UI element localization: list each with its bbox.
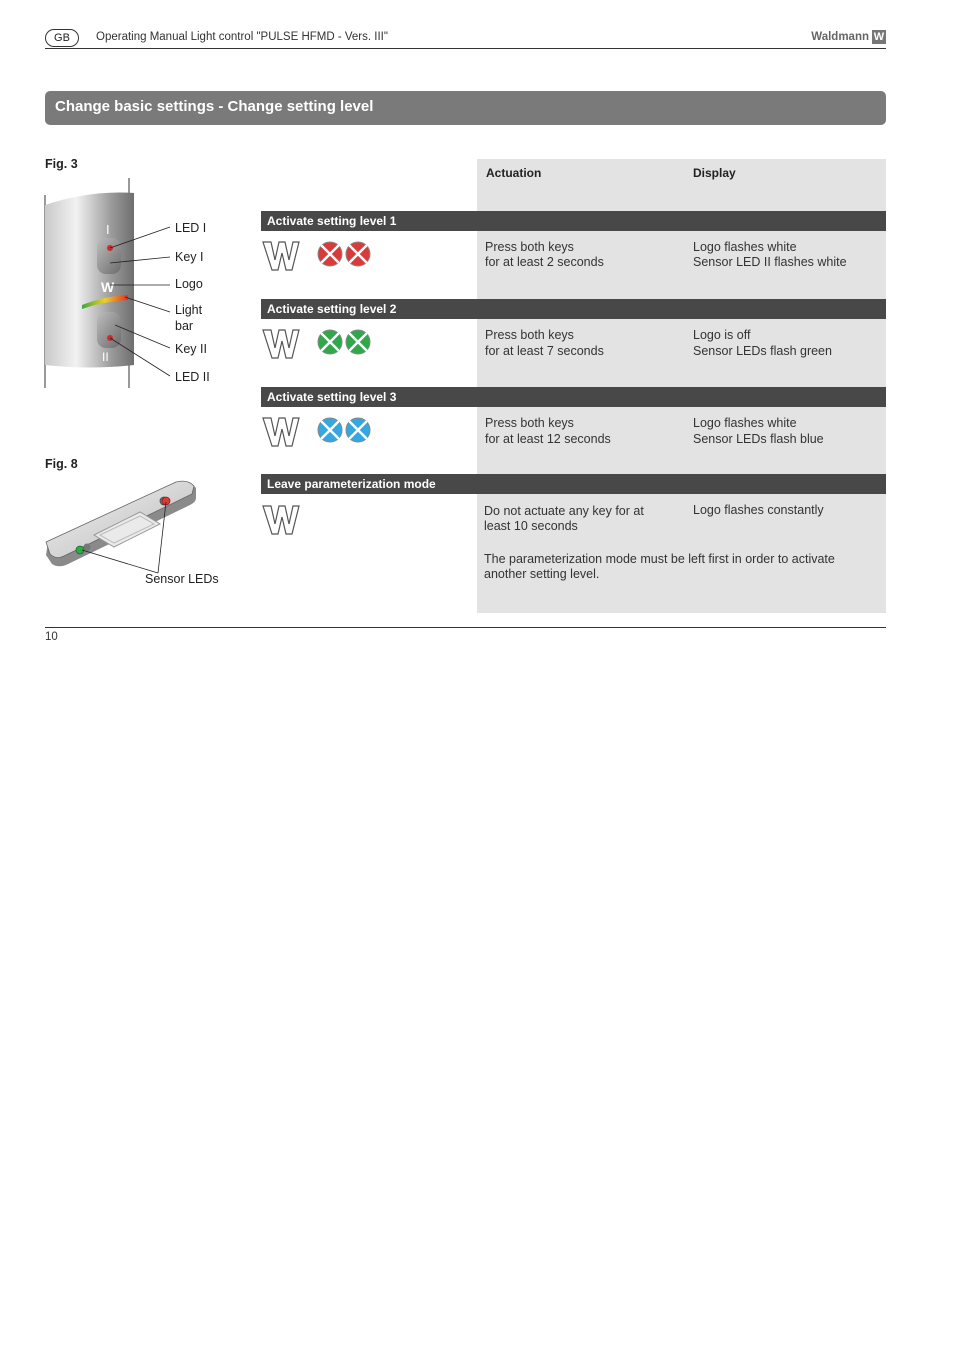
callout-sensor-leds: Sensor LEDs	[145, 572, 219, 586]
actuation-line-2: for at least 7 seconds	[485, 344, 604, 358]
actuation-line-1: Press both keys	[485, 328, 574, 342]
row-title: Activate setting level 3	[267, 390, 397, 404]
actuation-line-1: Press both keys	[485, 416, 574, 430]
note-line-2: another setting level.	[484, 567, 600, 581]
actuation-line-2: least 10 seconds	[484, 519, 578, 533]
column-header-display: Display	[693, 166, 736, 180]
display-line-2: Sensor LEDs flash blue	[693, 432, 824, 446]
header-rule	[45, 48, 886, 49]
footer-rule	[45, 627, 886, 628]
row-title: Activate setting level 2	[267, 302, 397, 316]
callout-light-bar-2: bar	[175, 319, 194, 333]
w-logo-icon	[261, 504, 301, 536]
section-title-bar	[45, 91, 886, 125]
led-right	[346, 418, 370, 442]
fig8-sensor-illustration	[40, 480, 220, 580]
brand	[811, 30, 886, 44]
callout-led-2: LED II	[175, 370, 210, 384]
actuation-line-2: for at least 2 seconds	[485, 255, 604, 269]
actuation-line-2: for at least 12 seconds	[485, 432, 611, 446]
callout-led-1: LED I	[175, 221, 207, 235]
brand-logo-icon: W	[873, 31, 885, 43]
note-line-1: The parameterization mode must be left first in order to activate	[484, 552, 835, 566]
key-1-shape	[97, 238, 121, 274]
column-header-actuation: Actuation	[486, 166, 542, 180]
actuation-line-1: Press both keys	[485, 240, 574, 254]
row-title: Leave parameterization mode	[267, 477, 436, 491]
row-title-bar	[261, 387, 886, 407]
display-line-1: Logo flashes white	[693, 416, 797, 430]
section-title: Change basic settings - Change setting level	[55, 98, 374, 115]
led-right	[346, 242, 370, 266]
row-title-bar	[261, 474, 886, 494]
row-title-bar	[261, 211, 886, 231]
led-pair-icon	[316, 328, 374, 356]
key-1-mark: I	[106, 222, 110, 237]
display-line-1: Logo flashes constantly	[693, 503, 824, 517]
brand-name: Waldmann	[811, 31, 869, 43]
row-title-bar	[261, 299, 886, 319]
actuation-line-1: Do not actuate any key for at	[484, 504, 644, 518]
language-badge: GB	[45, 29, 79, 47]
display-line-1: Logo is off	[693, 328, 751, 342]
led-left	[318, 242, 342, 266]
led-pair-icon	[316, 416, 374, 444]
row-title: Activate setting level 1	[267, 214, 397, 228]
w-logo-icon	[261, 240, 301, 272]
led-left	[318, 330, 342, 354]
display-line-1: Logo flashes white	[693, 240, 797, 254]
fig3-label: Fig. 3	[45, 157, 78, 171]
display-line-2: Sensor LED II flashes white	[693, 255, 847, 269]
led-left	[318, 418, 342, 442]
w-logo-icon	[261, 416, 301, 448]
callout-light-bar-1: Light	[175, 303, 203, 317]
fig8-label: Fig. 8	[45, 457, 78, 471]
page-number: 10	[45, 631, 58, 643]
callout-key-1: Key I	[175, 250, 204, 264]
document-title: Operating Manual Light control "PULSE HFMD - Vers. III"	[96, 31, 388, 43]
w-logo-icon	[261, 328, 301, 360]
callout-key-2: Key II	[175, 342, 207, 356]
logo-mark: W	[101, 279, 115, 295]
display-line-2: Sensor LEDs flash green	[693, 344, 832, 358]
led-pair-icon	[316, 240, 374, 268]
led-right	[346, 330, 370, 354]
callout-logo: Logo	[175, 277, 203, 291]
key-2-mark: II	[102, 350, 109, 364]
